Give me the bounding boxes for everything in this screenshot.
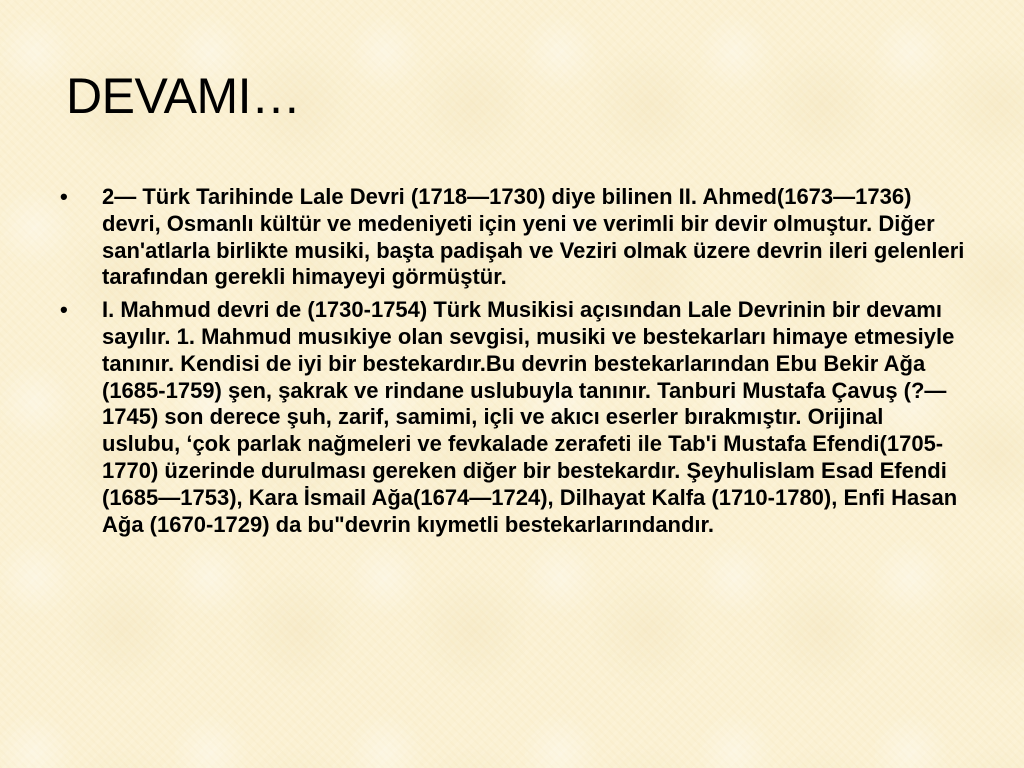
bullet-point-icon: • [60,297,68,323]
bullet-list [60,184,965,544]
slide-title: DEVAMI… [66,68,301,124]
bullet-item [60,297,965,538]
bullet-text: I. Mahmud devri de (1730-1754) Türk Musikisi açısından Lale Devrinin bir devamı sayılır. 1. Mahmud musıkiye olan sevgisi, musiki ve bestekarları himaye etmesiyle tanınır. Kendisi de iyi bir bestekardır.Bu devrin bestekarlarından Ebu Bekir Ağa (1685-1759) şen, şakrak ve rindane uslubuyla tanınır. Tanburi Mustafa Çavuş (?—1745) son derece şuh, zarif, samimi, içli ve akıcı eserler bırakmıştır. Orijinal uslubu, ‘çok parlak nağmeleri ve fevkalade zerafeti ile Tab'i Mustafa Efendi(1705- 1770) üzerinde durulması gereken diğer bir bestekardır. Şeyhulislam Esad Efendi (1685—1753), Kara İsmail Ağa(1674—1724), Dilhayat Kalfa (1710-1780), Enfi Hasan Ağa (1670-1729) da bu"devrin kıymetli bestekarlarındandır. [102,297,958,537]
bullet-point-icon: • [60,184,68,209]
bullet-item [60,184,965,291]
bullet-text: 2— Türk Tarihinde Lale Devri (1718—1730) diye bilinen II. Ahmed(1673—1736) devri, Osmanlı kültür ve medeniyeti için yeni ve verimli bir devir olmuştur. Diğer san'atlarla birlikte musiki, başta padişah ve Veziri olmak üzere devrin ileri gelenleri tarafından gerekli himayeyi görmüştür. [102,184,965,290]
